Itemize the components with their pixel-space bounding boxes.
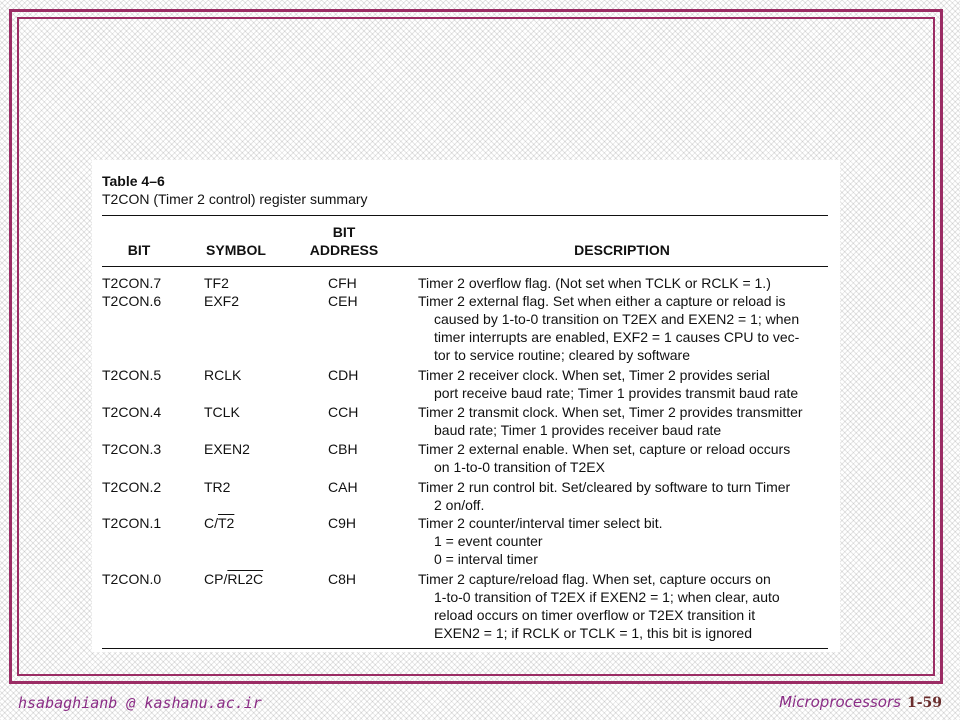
description-line: Timer 2 run control bit. Set/cleared by software to turn Timer: [418, 479, 791, 495]
row-bit: T2CON.7: [102, 275, 162, 291]
row-bit: T2CON.6: [102, 293, 162, 309]
description-line: Timer 2 capture/reload flag. When set, capture occurs on: [418, 571, 771, 587]
header-description: DESCRIPTION: [574, 242, 670, 258]
table-bottom-rule: [102, 648, 828, 649]
header-address-line2: ADDRESS: [309, 242, 379, 258]
description-line: Timer 2 transmit clock. When set, Timer 2 provides transmitter: [418, 404, 803, 420]
row-symbol-overlined: T2: [218, 515, 235, 531]
row-address: C9H: [328, 515, 357, 531]
description-line: EXEN2 = 1; if RCLK or TCLK = 1, this bit is ignored: [434, 625, 753, 641]
row-symbol: EXF2: [204, 293, 240, 309]
description-line: Timer 2 external enable. When set, capture or reload occurs: [418, 441, 791, 457]
description-line: 0 = interval timer: [434, 551, 538, 567]
row-symbol: TF2: [204, 275, 229, 291]
description-line: 1 = event counter: [434, 533, 543, 549]
row-description: [418, 403, 803, 439]
header-bottom-rule: [102, 266, 828, 267]
description-line: tor to service routine; cleared by software: [434, 347, 691, 363]
row-symbol: RCLK: [204, 367, 242, 383]
row-bit: T2CON.1: [102, 515, 162, 531]
row-bit: T2CON.5: [102, 367, 162, 383]
row-bit: T2CON.0: [102, 571, 162, 587]
description-line: Timer 2 overflow flag. (Not set when TCLK or RCLK = 1.): [418, 275, 771, 291]
header-symbol: SYMBOL: [206, 242, 266, 258]
description-line: 2 on/off.: [434, 497, 485, 513]
description-line: on 1-to-0 transition of T2EX: [434, 459, 605, 475]
description-line: Timer 2 receiver clock. When set, Timer 2 provides serial: [418, 367, 770, 383]
row-description: [418, 478, 790, 514]
table-title: Table 4–6: [102, 173, 165, 189]
row-description: [418, 366, 798, 402]
row-bit: T2CON.4: [102, 404, 162, 420]
row-address: CCH: [328, 404, 359, 420]
row-description: [418, 274, 771, 292]
header-top-rule: [102, 215, 828, 216]
row-symbol: TR2: [204, 479, 231, 495]
row-symbol: EXEN2: [204, 441, 250, 457]
row-description: [418, 514, 663, 568]
row-symbol: [204, 570, 263, 588]
row-symbol-prefix: C/: [204, 515, 218, 531]
description-line: reload occurs on timer overflow or T2EX transition it: [434, 607, 756, 623]
row-bit: T2CON.3: [102, 441, 162, 457]
row-bit: T2CON.2: [102, 479, 162, 495]
description-line: 1-to-0 transition of T2EX if EXEN2 = 1; when clear, auto: [434, 589, 780, 605]
footer-course: [779, 693, 942, 711]
row-description: [418, 440, 790, 476]
description-line: Timer 2 counter/interval timer select bit.: [418, 515, 663, 531]
row-address: CAH: [328, 479, 358, 495]
footer-page-number: 1-59: [906, 695, 942, 711]
description-line: baud rate; Timer 1 provides receiver baud rate: [434, 422, 722, 438]
register-table: [92, 160, 840, 652]
row-address: C8H: [328, 571, 357, 587]
row-address: CBH: [328, 441, 358, 457]
row-symbol-overlined: RL2C: [227, 571, 264, 587]
row-address: CFH: [328, 275, 357, 291]
footer-email: hsabaghianb @ kashanu.ac.ir: [18, 694, 262, 712]
row-address: CEH: [328, 293, 358, 309]
table-caption: T2CON (Timer 2 control) register summary: [102, 191, 368, 207]
header-bit: BIT: [127, 242, 151, 258]
description-line: timer interrupts are enabled, EXF2 = 1 causes CPU to vec-: [434, 329, 800, 345]
row-description: [418, 570, 780, 642]
footer-course-name: Microprocessors: [779, 693, 901, 711]
row-description: [418, 292, 799, 364]
row-symbol: TCLK: [204, 404, 240, 420]
description-line: port receive baud rate; Timer 1 provides transmit baud rate: [434, 385, 799, 401]
row-symbol-prefix: CP/: [204, 571, 228, 587]
header-address-line1: BIT: [332, 224, 356, 240]
row-address: CDH: [328, 367, 359, 383]
row-symbol: [204, 514, 234, 532]
description-line: caused by 1-to-0 transition on T2EX and EXEN2 = 1; when: [434, 311, 800, 327]
description-line: Timer 2 external flag. Set when either a capture or reload is: [418, 293, 786, 309]
